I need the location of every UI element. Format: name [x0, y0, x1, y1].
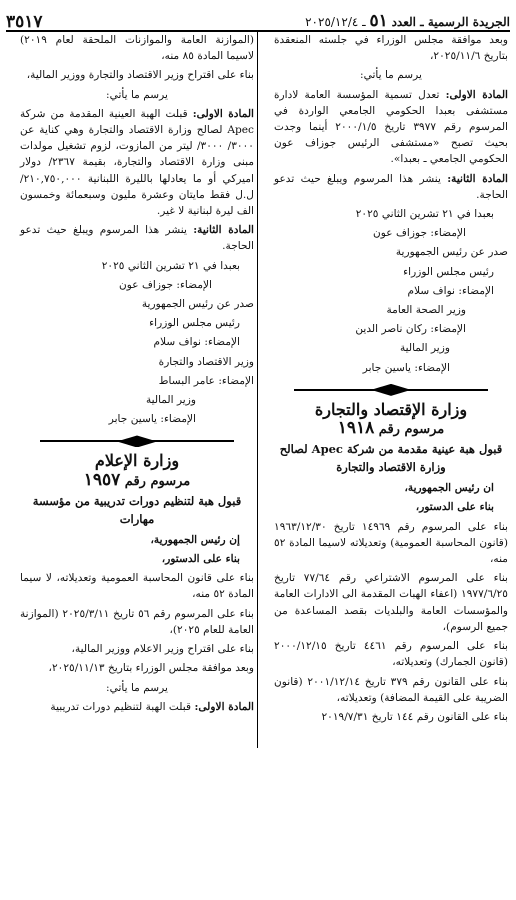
- health-minister-title: وزير الصحة العامة: [386, 304, 466, 317]
- pm-title: رئيس مجلس الوزراء: [403, 265, 494, 278]
- ministry-heading: وزارة الإعلام: [94, 451, 180, 471]
- preamble-president: إن رئيس الجمهورية،: [150, 533, 240, 546]
- president-signature: الإمضاء: جوزاف عون: [119, 278, 212, 291]
- issue-place-date: بعبدا في ٢١ تشرين الثاني ٢٠٢٥: [101, 259, 240, 272]
- health-minister-signature: الإمضاء: ركان ناصر الدين: [355, 323, 466, 336]
- economy-minister-signature: الإمضاء: عامر البساط: [158, 374, 254, 387]
- basis-4: بناء على القانون رقم ٣٧٩ تاريخ ٢٠٠١/١٢/١٤ (قانون الضريبة على القيمة المضافة) وتعديلاته،: [274, 675, 508, 704]
- ministry-heading: وزارة الإقتصاد والتجارة: [314, 399, 468, 419]
- basis-1: بناء على المرسوم رقم ١٤٩٦٩ تاريخ ١٩٦٣/١٢/٣٠ (قانون المحاسبة العمومية) وتعديلاته لاسيما المادة ٥٢ منه،: [274, 520, 508, 566]
- issued-by: صدر عن رئيس الجمهورية: [141, 298, 254, 311]
- article-2-text: ينشر هذا المرسوم ويبلغ حيث تدعو الحاجة.: [274, 172, 508, 201]
- column-divider: [257, 32, 258, 748]
- economy-minister-title: وزير الاقتصاد والتجارة: [158, 355, 254, 368]
- decree-heading: يرسم ما يأتي:: [360, 69, 422, 82]
- article-1-text: قبلت الهبة العينية المقدمة من شركة Apec لصالح وزارة الاقتصاد والتجارة وهي كناية عن ٣٠٠٠/ ٣٠٠٠/ ليتر من المازوت، لزوم تشغيل مولدات مبنى وزارة الاقتصاد والتجارة، بقيمة ٢٣٦٧/ دولار اميركي أو ما يعادلها بالليرة اللبنانية ٢١٠,٧٥٠,٠٠٠/ل.ل فقط مايتان وعشرة مليون وسبعمائة وخمسون الف ليرة لبنانية لا غير.: [20, 107, 254, 218]
- decree-heading: يرسم ما يأتي:: [106, 88, 168, 101]
- article-2-label: المادة الثانية:: [193, 224, 254, 237]
- columns: [6, 32, 510, 728]
- page-number: ٣٥١٧: [6, 12, 43, 32]
- preamble-constitution: بناء على الدستور،: [161, 553, 240, 566]
- basis-2: بناء على المرسوم رقم ٥٦ تاريخ ٢٠٢٥/٣/١١ (الموازنة العامة للعام ٢٠٢٥)،: [20, 607, 254, 636]
- basis-1: بناء على قانون المحاسبة العمومية وتعديلاته، لا سيما المادة ٥٢ منه،: [20, 572, 254, 601]
- basis-2: بناء على المرسوم الاشتراعي رقم ٧٧/٦٤ تاريخ ١٩٧٧/٦/٢٥ (اعفاء الهبات المقدمة الى الادارات العامة والمؤسسات العامة والبلديات بقصد المساعدة من جميع الرسوم)،: [274, 572, 508, 633]
- decree-prefix: مرسوم رقم: [378, 422, 445, 438]
- article-1: [274, 87, 508, 168]
- decree-number: [20, 469, 254, 490]
- finance-minister-signature: الإمضاء: ياسين جابر: [362, 361, 450, 374]
- article-2: [20, 222, 254, 254]
- section-divider: [20, 435, 254, 447]
- section-divider: [274, 384, 508, 396]
- article-1b: [20, 699, 254, 715]
- page-header: [6, 6, 510, 32]
- proposal-paragraph: بناء على اقتراح وزير الاقتصاد والتجارة ووزير المالية،: [26, 69, 254, 82]
- article-1-label: المادة الاولى:: [445, 88, 508, 101]
- right-column: [264, 32, 510, 728]
- pm-signature: الإمضاء: نواف سلام: [153, 336, 240, 349]
- article-1-text: تعدل تسمية المؤسسة العامة لادارة مستشفى بعبدا الحكومي الجامعي الواردة في المرسوم رقم ٣٩٧٧ تاريخ ٢٠٠٠/١/٥ أينما وجدت بحيث تصبح «مستشفى الرئيس جوزاف عون الحكومي الجامعي ـ بعبدا».: [274, 88, 509, 166]
- issued-by: صدر عن رئيس الجمهورية: [395, 246, 508, 259]
- basis-3: بناء على اقتراح وزير الاعلام ووزير المالية،: [71, 643, 254, 656]
- decree-num: ١٩١٨: [337, 418, 375, 439]
- issue-date: ـ ٢٠٢٥/١٢/٤: [305, 15, 366, 29]
- finance-minister-title: وزير المالية: [399, 342, 450, 355]
- article-1-label: المادة الاولى:: [192, 107, 254, 120]
- pm-title: رئيس مجلس الوزراء: [149, 317, 240, 330]
- basis-3: بناء على المرسوم رقم ٤٤٦١ تاريخ ٢٠٠٠/١٢/١٥ (قانون الجمارك) وتعديلاته،: [274, 640, 508, 669]
- approval-paragraph: وبعد موافقة مجلس الوزراء في جلسته المنعقدة بتاريخ ٢٠٢٥/١١/٦،: [274, 34, 508, 63]
- article-1: [20, 106, 254, 219]
- decree-heading-2: يرسم ما يأتي:: [106, 681, 168, 694]
- article-2: [274, 171, 508, 203]
- budget-reference: (الموازنة العامة والموازنات الملحقة لعام ٢٠١٩) لاسيما المادة ٨٥ منه،: [20, 34, 254, 63]
- header-title-group: [305, 13, 510, 30]
- decree-prefix: مرسوم رقم: [124, 473, 191, 489]
- basis-5: بناء على القانون رقم ١٤٤ تاريخ ٢٠١٩/٧/٣١: [321, 710, 508, 723]
- issue-place-date: بعبدا في ٢١ تشرين الثاني ٢٠٢٥: [355, 208, 494, 221]
- pm-signature: الإمضاء: نواف سلام: [407, 284, 494, 297]
- decree-subject: قبول هبة لتنظيم دورات تدريبية من مؤسسة مهارات: [32, 493, 242, 526]
- preamble-constitution: بناء على الدستور،: [415, 501, 494, 514]
- decree-number: [274, 420, 508, 438]
- finance-minister-signature: الإمضاء: ياسين جابر: [108, 413, 196, 426]
- article-2-label: المادة الثانية:: [447, 172, 508, 185]
- left-column: [18, 32, 264, 728]
- issue-number: ٥١: [369, 11, 388, 31]
- finance-minister-title: وزير المالية: [145, 394, 196, 407]
- president-signature: الإمضاء: جوزاف عون: [373, 227, 466, 240]
- article-1b-text: قبلت الهبة لتنظيم دورات تدريبية: [50, 700, 195, 713]
- gazette-title: الجريدة الرسمية ـ العدد: [391, 15, 510, 29]
- basis-4: وبعد موافقة مجلس الوزراء بتاريخ ٢٠٢٥/١١/١٣،: [48, 662, 254, 675]
- article-2-text: ينشر هذا المرسوم ويبلغ حيث تدعو الحاجة.: [20, 224, 254, 253]
- article-1b-label: المادة الاولى:: [194, 700, 254, 713]
- preamble-president: ان رئيس الجمهورية،: [404, 482, 494, 495]
- decree-subject: قبول هبة عينية مقدمة من شركة Apec لصالح وزارة الاقتصاد والتجارة: [279, 442, 503, 475]
- decree-num: ١٩٥٧: [83, 469, 121, 490]
